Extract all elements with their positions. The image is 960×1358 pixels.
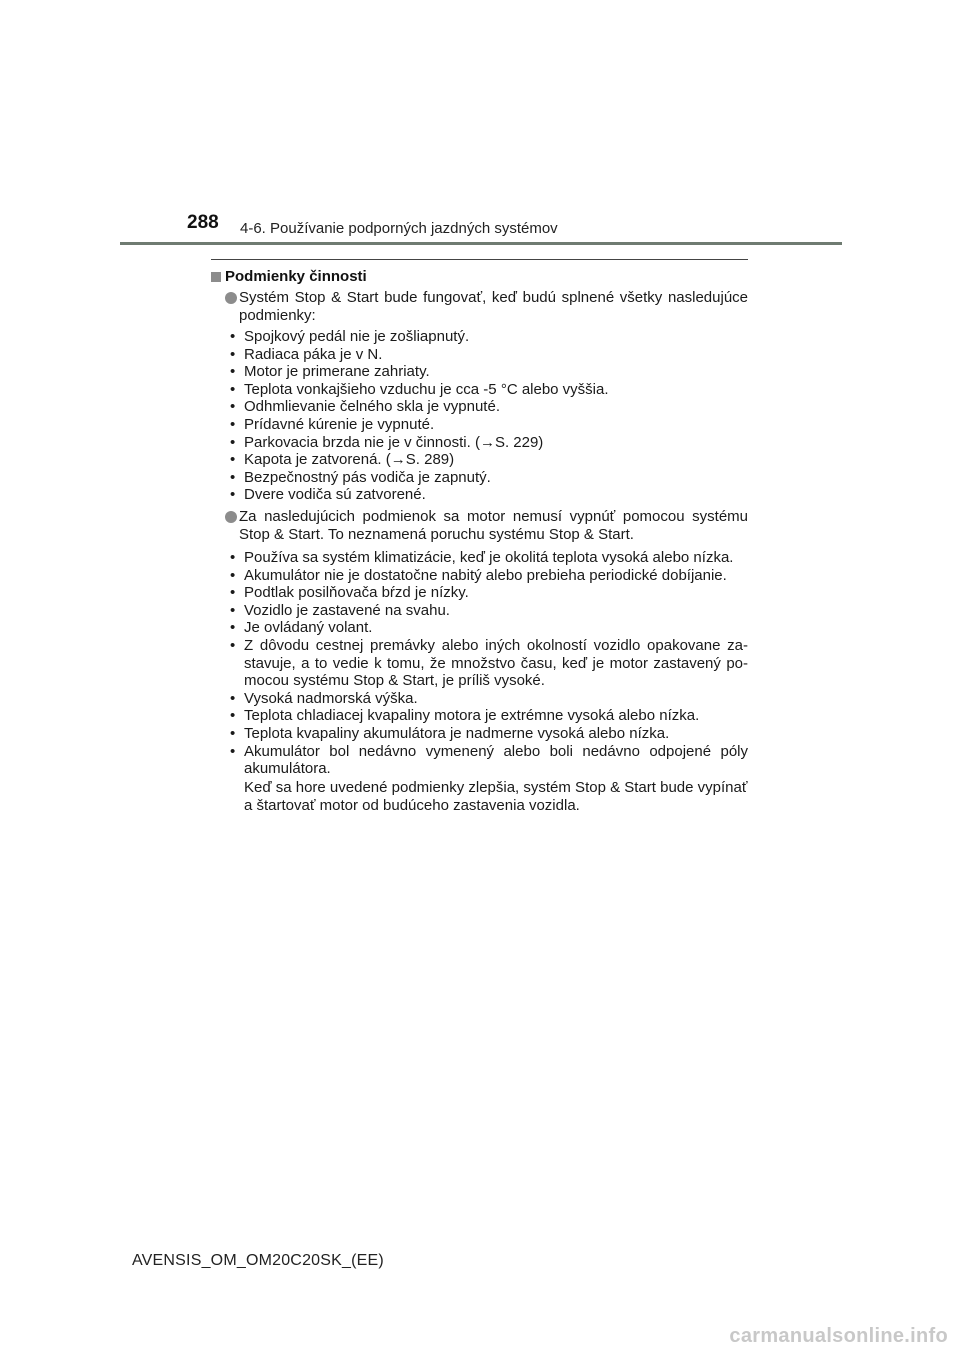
- page-number: 288: [187, 212, 219, 233]
- watermark-logo: carmanualsonline.info: [729, 1325, 948, 1347]
- list-item: • Motor je primerane zahriaty.: [230, 363, 748, 381]
- list-item: • Podtlak posilňovača bŕzd je nízky.: [230, 584, 748, 602]
- circle-bullet-icon: [225, 292, 237, 304]
- list-item: • Teplota chladiacej kvapaliny motora je extrémne vysoká alebo nízka.: [230, 707, 748, 725]
- list-item: • Teplota kvapaliny akumulátora je nadmerne vysoká alebo nízka.: [230, 725, 748, 743]
- list-item: • Vozidlo je zastavené na svahu.: [230, 602, 748, 620]
- list-item: • Vysoká nadmorská výška.: [230, 690, 748, 708]
- list-item: • Dvere vodiča sú zatvorené.: [230, 486, 748, 504]
- list-item: • Teplota vonkajšieho vzduchu je cca -5 °C alebo vyššia.: [230, 381, 748, 399]
- list-item: • Odhmlievanie čelného skla je vypnuté.: [230, 398, 748, 416]
- condition-list-1: [230, 328, 748, 504]
- list-item: • Akumulátor nie je dostatočne nabitý alebo prebieha periodické dobíjanie.: [230, 567, 748, 585]
- section-divider: [211, 259, 748, 260]
- square-bullet-icon: [211, 272, 221, 282]
- condition-item-1-text: Systém Stop & Start bude fungovať, keď budú splnené všetky nasledujúce podmienky:: [239, 289, 748, 324]
- list-item: • Z dôvodu cestnej premávky alebo iných okolností vozidlo opakovane za-stavuje, a to vedie k tomu, že množstvo času, keď je motor zastavený po-mocou systému Stop & Start, je príliš vysoké.: [230, 637, 748, 690]
- list-item: • Kapota je zatvorená. (→S. 289): [230, 451, 748, 469]
- list-item: • Používa sa systém klimatizácie, keď je okolitá teplota vysoká alebo nízka.: [230, 549, 748, 567]
- list-item: • Je ovládaný volant.: [230, 619, 748, 637]
- list-item: • Bezpečnostný pás vodiča je zapnutý.: [230, 469, 748, 487]
- list-item: • Akumulátor bol nedávno vymenený alebo boli nedávno odpojené póly akumulátora.: [230, 743, 748, 778]
- section-heading-text: Podmienky činnosti: [225, 268, 367, 285]
- condition-item-2: [225, 508, 748, 543]
- header-divider: [120, 242, 842, 245]
- list-item: • Parkovacia brzda nie je v činnosti. (→S. 229): [230, 434, 748, 452]
- circle-bullet-icon: [225, 511, 237, 523]
- closing-note: Keď sa hore uvedené podmienky zlepšia, systém Stop & Start bude vypínať a štartovať motor od budúceho zastavenia vozidla.: [244, 779, 748, 814]
- document-code: AVENSIS_OM_OM20C20SK_(EE): [132, 1252, 384, 1269]
- list-item: • Spojkový pedál nie je zošliapnutý.: [230, 328, 748, 346]
- condition-list-2: [230, 549, 748, 778]
- chapter-title: 4-6. Používanie podporných jazdných systémov: [240, 220, 558, 237]
- list-item: • Radiaca páka je v N.: [230, 346, 748, 364]
- condition-item-2-text: Za nasledujúcich podmienok sa motor nemusí vypnúť pomocou systému Stop & Start. To neznamená poruchu systému Stop & Start.: [239, 508, 748, 543]
- section-heading: [211, 268, 367, 285]
- condition-item-1: [225, 289, 748, 324]
- list-item: • Prídavné kúrenie je vypnuté.: [230, 416, 748, 434]
